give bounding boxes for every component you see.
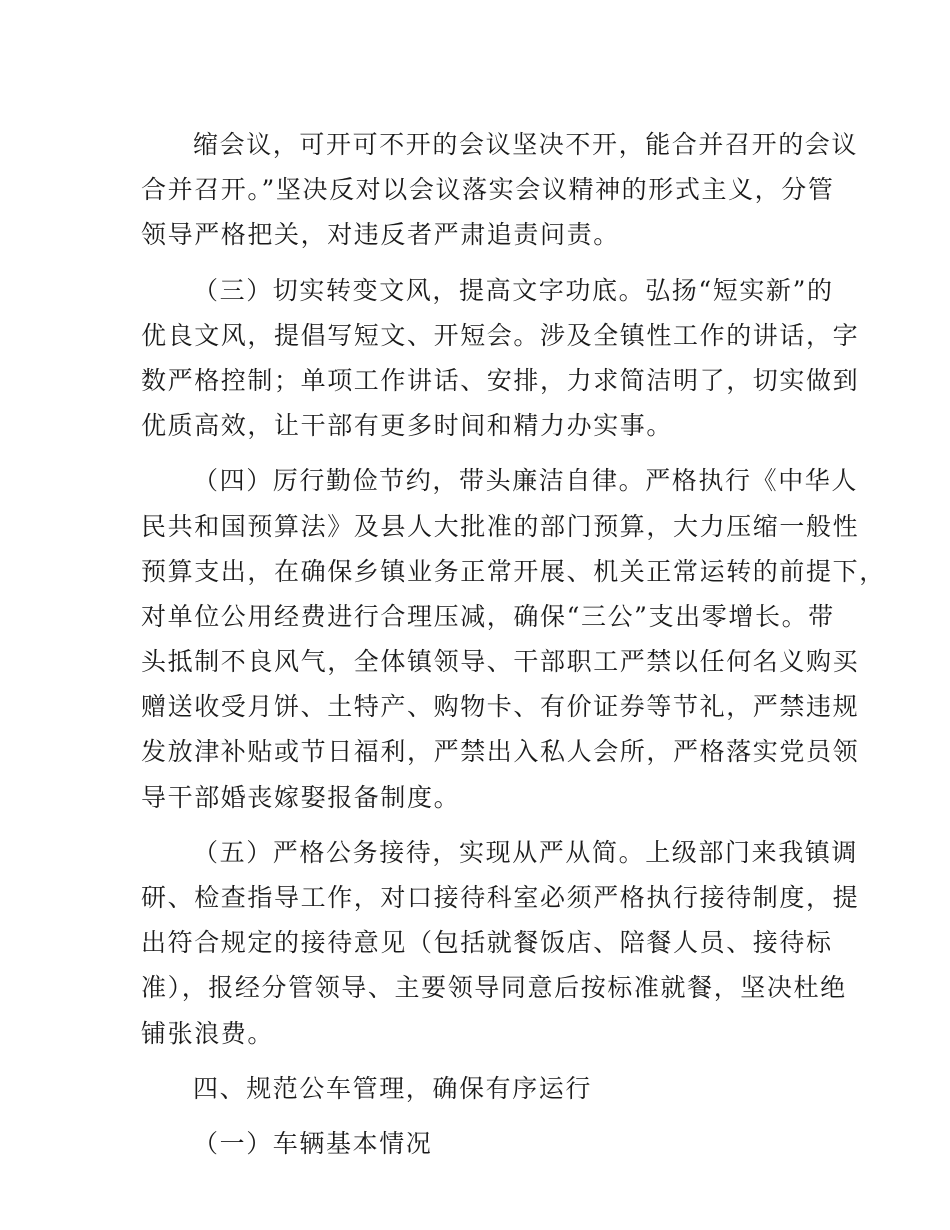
- document-body: [141, 122, 886, 1166]
- paragraph-section-four: [141, 458, 886, 820]
- paragraph-section-five: [141, 830, 860, 1056]
- text-line: 研、检查指导工作，对口接待科室必须严格执行接待制度，提: [141, 883, 860, 912]
- text-line: 预算支出，在确保乡镇业务正常开展、机关正常运转的前提下，: [141, 556, 886, 586]
- text-line: 赠送收受月饼、土特产、购物卡、有价证券等节礼，严禁违规: [141, 692, 860, 722]
- text-line: 合并召开。”坚决反对以会议落实会议精神的形式主义，分管: [141, 175, 835, 205]
- text-line: 领导严格把关，对违反者严肃追责问责。: [141, 220, 620, 250]
- text-line: 数严格控制；单项工作讲话、安排，力求简洁明了，切实做到: [141, 365, 860, 395]
- text-line: 导干部婚丧嫁娶报备制度。: [141, 782, 461, 812]
- paragraph-section-three: [141, 268, 860, 449]
- heading-vehicle-basics: [141, 1121, 821, 1166]
- text-line: 缩会议，可开可不开的会议坚决不开，能合并召开的会议: [193, 130, 859, 159]
- text-line: 优质高效，让干部有更多时间和精力办实事。: [141, 411, 674, 441]
- heading-section-four-vehicles: [141, 1066, 821, 1111]
- text-line: （五）严格公务接待，实现从严从简。上级部门来我镇调: [193, 837, 859, 867]
- text-line: （四）厉行勤俭节约，带头廉洁自律。严格执行《中华人: [193, 466, 859, 496]
- text-line: 对单位公用经费进行合理压减，确保“三公”支出零增长。带: [141, 601, 835, 631]
- text-line: 头抵制不良风气，全体镇领导、干部职工严禁以任何名义购买: [141, 647, 860, 677]
- paragraph-meeting-tail: [141, 122, 859, 258]
- subsection-heading: （一）车辆基本情况: [193, 1128, 433, 1158]
- text-line: 发放津补贴或节日福利，严禁出入私人会所，严格落实党员领: [141, 737, 860, 767]
- section-heading: 四、规范公车管理，确保有序运行: [193, 1073, 593, 1103]
- text-line: 优良文风，提倡写短文、开短会。涉及全镇性工作的讲话，字: [141, 320, 860, 350]
- text-line: 准），报经分管领导、主要领导同意后按标准就餐，坚决杜绝: [141, 973, 847, 1003]
- text-line: 铺张浪费。: [141, 1018, 275, 1048]
- text-line: 出符合规定的接待意见（包括就餐饭店、陪餐人员、接待标: [141, 928, 833, 958]
- text-line: （三）切实转变文风，提高文字功底。弘扬“短实新”的: [193, 275, 834, 305]
- text-line: 民共和国预算法》及县人大批准的部门预算，大力压缩一般性: [141, 511, 860, 541]
